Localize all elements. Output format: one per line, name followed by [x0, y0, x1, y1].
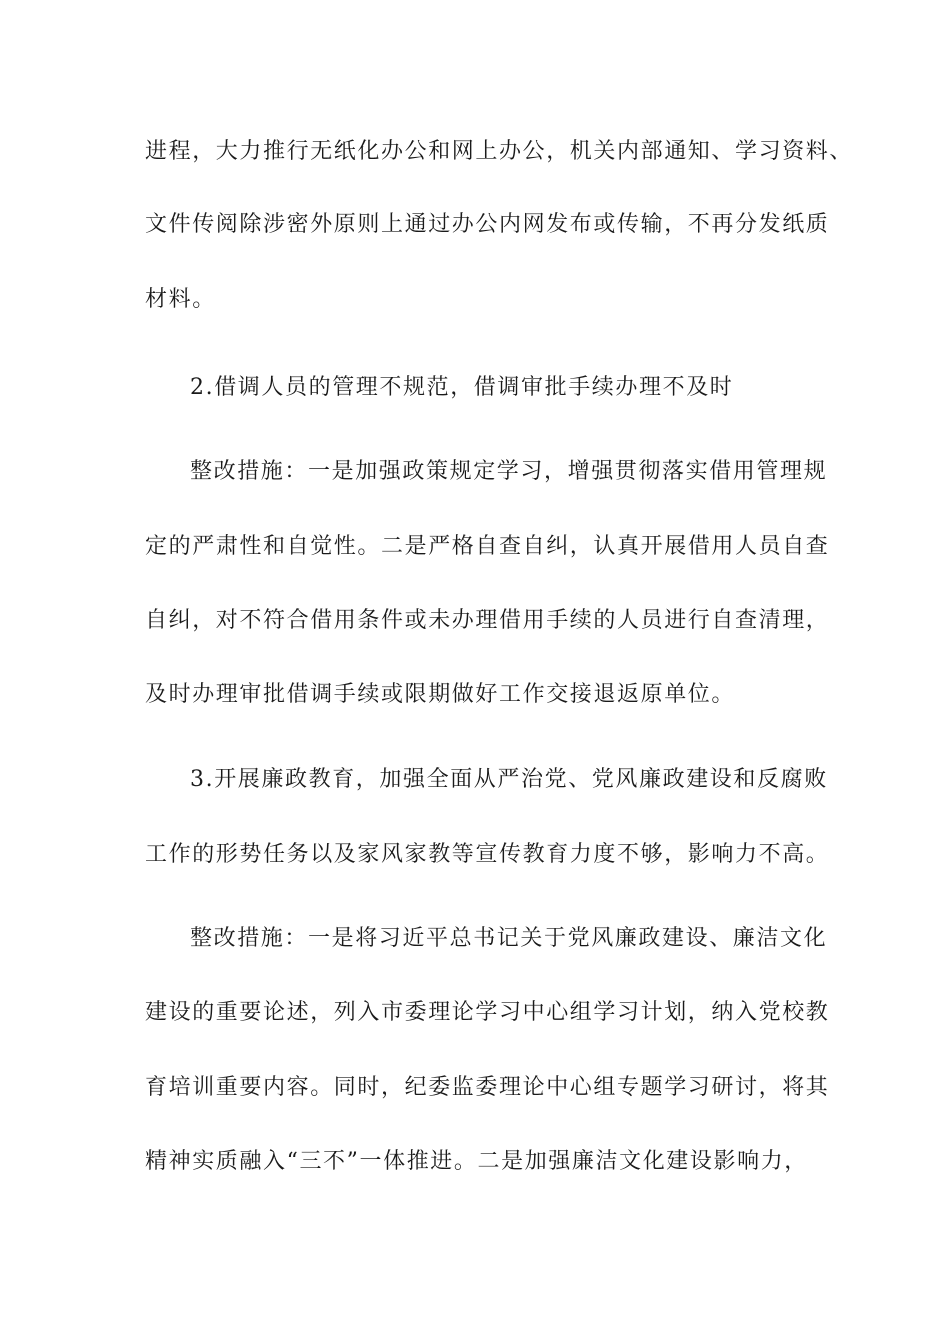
text-line: 建设的重要论述，列入市委理论学习中心组学习计划，纳入党校教 [145, 1000, 830, 1025]
list-heading: 2.借调人员的管理不规范，借调审批手续办理不及时 [190, 375, 734, 400]
text-line: 进程，大力推行无纸化办公和网上办公，机关内部通知、学习资料、 [145, 139, 854, 164]
text-line: 文件传阅除涉密外原则上通过办公内网发布或传输，不再分发纸质 [145, 212, 830, 237]
text-line: 精神实质融入“三不”一体推进。二是加强廉洁文化建设影响力， [145, 1149, 808, 1174]
text-line: 及时办理审批借调手续或限期做好工作交接退返原单位。 [145, 682, 736, 707]
text-line: 整改措施：一是加强政策规定学习，增强贯彻落实借用管理规 [190, 459, 828, 484]
text-line: 工作的形势任务以及家风家教等宣传教育力度不够，影响力不高。 [145, 842, 830, 867]
text-line: 定的严肃性和自觉性。二是严格自查自纠，认真开展借用人员自查 [145, 534, 830, 559]
text-line: 育培训重要内容。同时，纪委监委理论中心组专题学习研讨，将其 [145, 1075, 830, 1100]
text-line: 整改措施：一是将习近平总书记关于党风廉政建设、廉洁文化 [190, 926, 828, 951]
text-line: 材料。 [145, 287, 216, 312]
list-heading: 3.开展廉政教育，加强全面从严治党、党风廉政建设和反腐败 [190, 767, 828, 792]
text-line: 自纠，对不符合借用条件或未办理借用手续的人员进行自查清理， [145, 608, 830, 633]
